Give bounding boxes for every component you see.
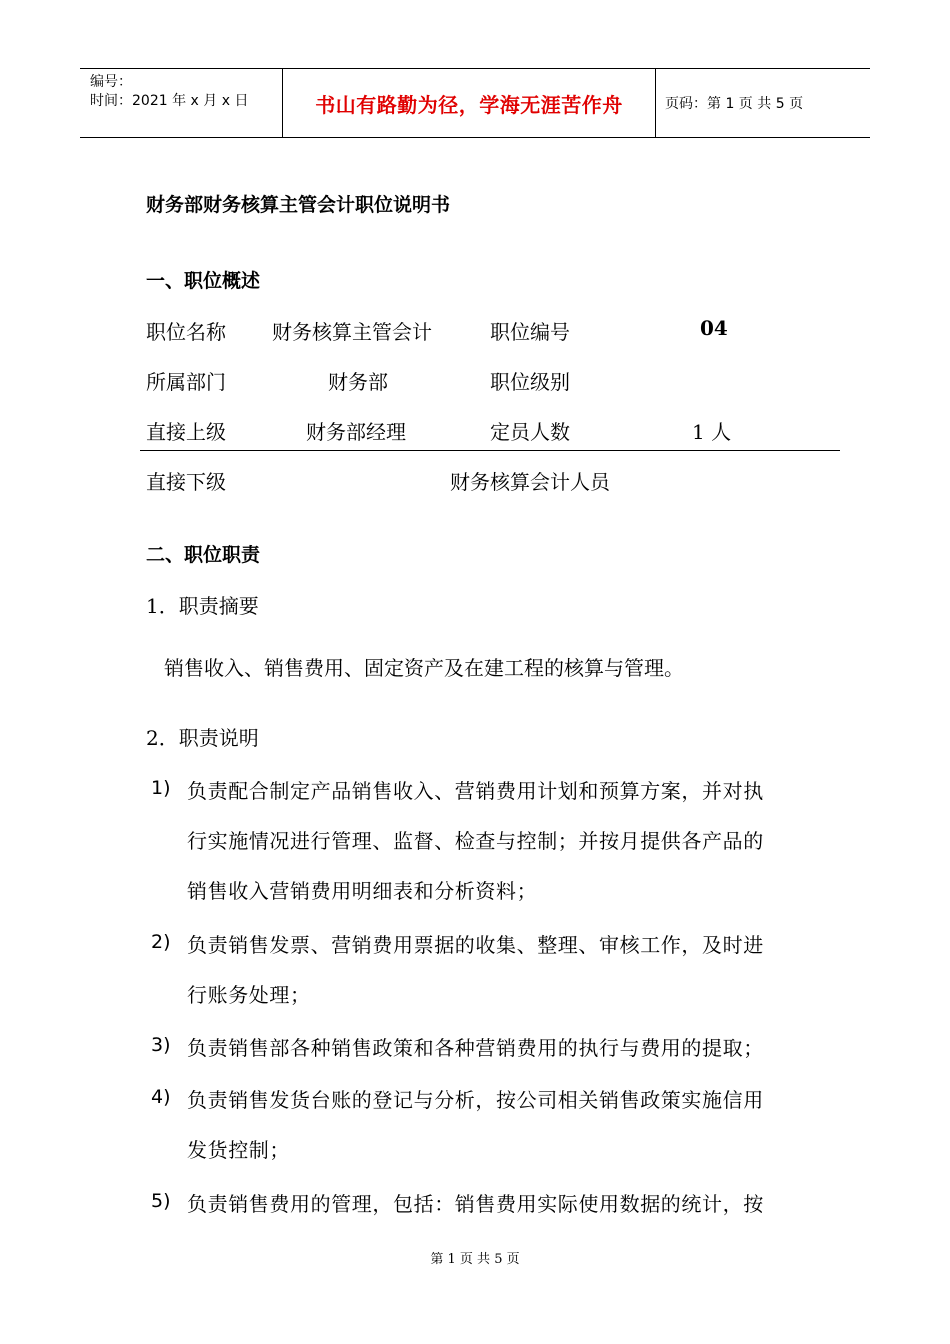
- item-line: 负责配合制定产品销售收入、营销费用计划和预算方案，并对执: [187, 779, 764, 803]
- info-value: 财务部经理: [306, 420, 406, 444]
- info-value: 1 人: [692, 420, 732, 444]
- item-line: 销售收入营销费用明细表和分析资料；: [187, 879, 538, 903]
- item-number: 5): [151, 1190, 171, 1212]
- item-line: 负责销售部各种销售政策和各种营销费用的执行与费用的提取；: [187, 1036, 764, 1060]
- info-row: [146, 366, 840, 406]
- section-heading-duties: 二、职位职责: [146, 544, 261, 566]
- header-table: [80, 68, 870, 138]
- motto-text: 书山有路勤为径，学海无涯苦作舟: [315, 92, 623, 117]
- divider: [140, 450, 840, 451]
- item-line: 负责销售费用的管理，包括：销售费用实际使用数据的统计，按: [187, 1192, 764, 1216]
- info-value: 财务核算主管会计: [272, 320, 432, 344]
- serial-number-label: 编号：: [90, 74, 132, 90]
- info-label: 定员人数: [490, 420, 570, 444]
- item-number: 2): [151, 931, 171, 953]
- time-label: 时间：2021 年 x 月 x 日: [90, 93, 249, 109]
- item-line: 行账务处理；: [187, 983, 311, 1007]
- page-code: 页码：第 1 页 共 5 页: [665, 96, 804, 112]
- info-row: [146, 466, 840, 506]
- info-value: 财务部: [328, 370, 388, 394]
- subheading-summary: 1．职责摘要: [146, 594, 259, 618]
- summary-text: 销售收入、销售费用、固定资产及在建工程的核算与管理。: [164, 656, 684, 680]
- header-info-cell: [80, 69, 282, 137]
- info-value: 04: [700, 316, 728, 340]
- item-line: 负责销售发货台账的登记与分析，按公司相关销售政策实施信用: [187, 1088, 764, 1112]
- item-number: 3): [151, 1034, 171, 1056]
- info-label: 所属部门: [146, 370, 226, 394]
- item-number: 1): [151, 777, 171, 799]
- header-motto-cell: [282, 69, 656, 137]
- info-label: 直接下级: [146, 470, 226, 494]
- item-line: 负责销售发票、营销费用票据的收集、整理、审核工作，及时进: [187, 933, 764, 957]
- document-title: 财务部财务核算主管会计职位说明书: [146, 194, 451, 216]
- info-label: 职位编号: [490, 320, 570, 344]
- info-label: 直接上级: [146, 420, 226, 444]
- item-line: 发货控制；: [187, 1138, 290, 1162]
- info-label: 职位名称: [146, 320, 226, 344]
- page-footer: 第 1 页 共 5 页: [430, 1252, 520, 1267]
- section-heading-overview: 一、职位概述: [146, 270, 261, 292]
- item-line: 行实施情况进行管理、监督、检查与控制；并按月提供各产品的: [187, 829, 764, 853]
- item-number: 4): [151, 1086, 171, 1108]
- info-label: 职位级别: [490, 370, 570, 394]
- info-row: [146, 316, 840, 356]
- info-value: 财务核算会计人员: [450, 470, 610, 494]
- subheading-description: 2．职责说明: [146, 726, 259, 750]
